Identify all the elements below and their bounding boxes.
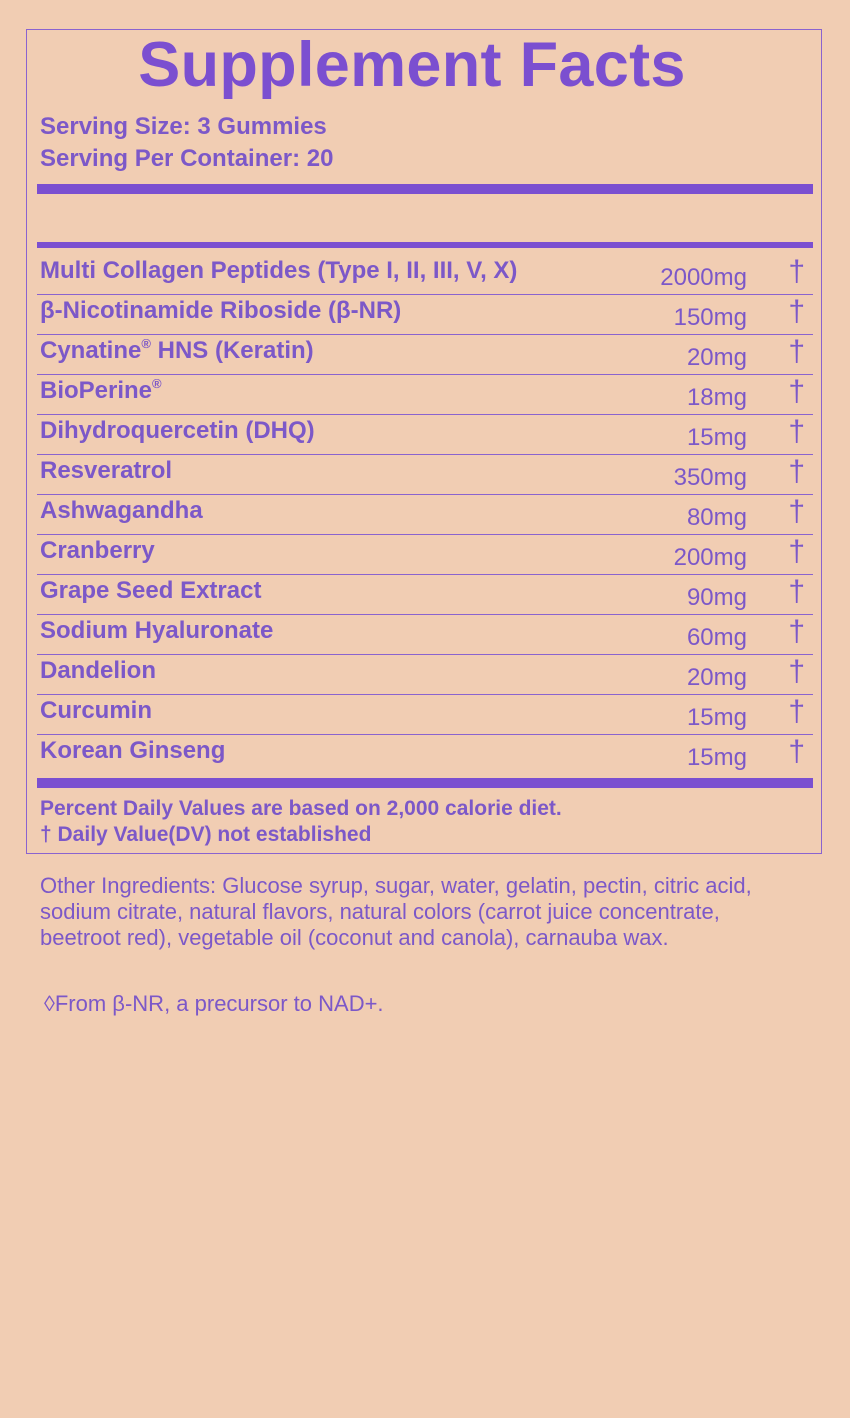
dagger-dv-marker: † <box>788 655 805 688</box>
ingredient-name <box>40 459 172 483</box>
ingredient-name-text: Curcumin <box>40 697 153 724</box>
ingredient-amount: 20mg <box>686 344 747 371</box>
ingredient-amount: 60mg <box>686 624 747 651</box>
ingredient-name-text: β-Nicotinamide Riboside (β-NR) <box>40 297 402 324</box>
page-title: Supplement Facts <box>138 30 686 100</box>
dagger-dv-marker: † <box>788 295 805 328</box>
ingredient-amount: 18mg <box>686 384 747 411</box>
ingredient-amount: 20mg <box>686 664 747 691</box>
dagger-dv-marker: † <box>788 535 805 568</box>
registered-mark: ® <box>141 336 151 351</box>
ingredient-amount: 2000mg <box>660 264 747 291</box>
footnote-daily-values: Percent Daily Values are based on 2,000 calorie diet. <box>40 797 562 820</box>
ingredient-name <box>40 739 225 763</box>
ingredient-amount: 15mg <box>686 424 747 451</box>
registered-mark: ® <box>152 376 162 391</box>
ingredient-row <box>37 455 813 495</box>
ingredient-name-text: Sodium Hyaluronate <box>40 617 274 644</box>
dagger-dv-marker: † <box>788 695 805 728</box>
ingredient-amount: 90mg <box>686 584 747 611</box>
ingredient-name-text: Ashwagandha <box>40 497 203 524</box>
ingredient-amount: 80mg <box>686 504 747 531</box>
ingredient-name-text: Resveratrol <box>40 457 173 484</box>
serving-size: Serving Size: 3 Gummies <box>40 113 327 140</box>
thick-divider-bottom <box>37 778 813 788</box>
ingredient-name-text: Dandelion <box>40 657 157 684</box>
ingredient-name <box>40 699 152 723</box>
ingredient-row <box>37 575 813 615</box>
ingredient-row <box>37 535 813 575</box>
dagger-dv-marker: † <box>788 455 805 488</box>
ingredient-row <box>37 735 813 775</box>
ingredient-row <box>37 615 813 655</box>
ingredient-amount: 200mg <box>673 544 747 571</box>
dagger-dv-marker: † <box>788 615 805 648</box>
dagger-dv-marker: † <box>788 415 805 448</box>
ingredient-name-text: Cynatine <box>40 337 142 364</box>
ingredient-name-suffix: HNS (Keratin) <box>150 337 314 364</box>
nr-precursor-note: ◊From β-NR, a precursor to NAD+. <box>44 991 384 1016</box>
ingredient-name <box>40 579 261 603</box>
footnote-dv-not-established: † Daily Value(DV) not established <box>40 823 372 846</box>
ingredient-name <box>40 539 155 563</box>
ingredient-name-text: Cranberry <box>40 537 155 564</box>
medium-divider <box>37 242 813 248</box>
ingredient-name-text: Dihydroquercetin (DHQ) <box>40 417 315 444</box>
ingredient-amount: 150mg <box>673 304 747 331</box>
ingredient-name-text: BioPerine <box>40 377 153 404</box>
ingredient-name <box>40 659 156 683</box>
ingredient-name <box>40 299 401 323</box>
ingredient-amount: 15mg <box>686 704 747 731</box>
ingredient-row <box>37 375 813 415</box>
thick-divider-top <box>37 184 813 194</box>
ingredient-name <box>40 419 315 443</box>
dagger-dv-marker: † <box>788 375 805 408</box>
dagger-dv-marker: † <box>788 255 805 288</box>
servings-per-container: Serving Per Container: 20 <box>40 145 334 172</box>
ingredient-name <box>40 619 273 643</box>
ingredient-name <box>40 499 203 523</box>
ingredient-row <box>37 655 813 695</box>
ingredient-name <box>40 336 314 364</box>
ingredient-amount: 350mg <box>673 464 747 491</box>
ingredient-row <box>37 495 813 535</box>
dagger-dv-marker: † <box>788 335 805 368</box>
ingredient-row <box>37 335 813 375</box>
ingredient-name <box>40 376 162 404</box>
ingredient-row <box>37 255 813 295</box>
ingredient-name-text: Multi Collagen Peptides (Type I, II, III, V, X) <box>40 257 518 284</box>
ingredient-name-text: Korean Ginseng <box>40 737 226 764</box>
dagger-dv-marker: † <box>788 575 805 608</box>
ingredient-name-text: Grape Seed Extract <box>40 577 262 604</box>
ingredient-row <box>37 295 813 335</box>
ingredient-name <box>40 259 517 283</box>
other-ingredients: Other Ingredients: Glucose syrup, sugar, water, gelatin, pectin, citric acid, sodium citrate, natural flavors, natural colors (carrot juice concentrate, beetroot red), vegetable oil (coconut and canola), carnauba wax. <box>40 873 752 950</box>
ingredient-row <box>37 415 813 455</box>
ingredient-row <box>37 695 813 735</box>
ingredient-amount: 15mg <box>686 744 747 771</box>
dagger-dv-marker: † <box>788 495 805 528</box>
dagger-dv-marker: † <box>788 735 805 768</box>
